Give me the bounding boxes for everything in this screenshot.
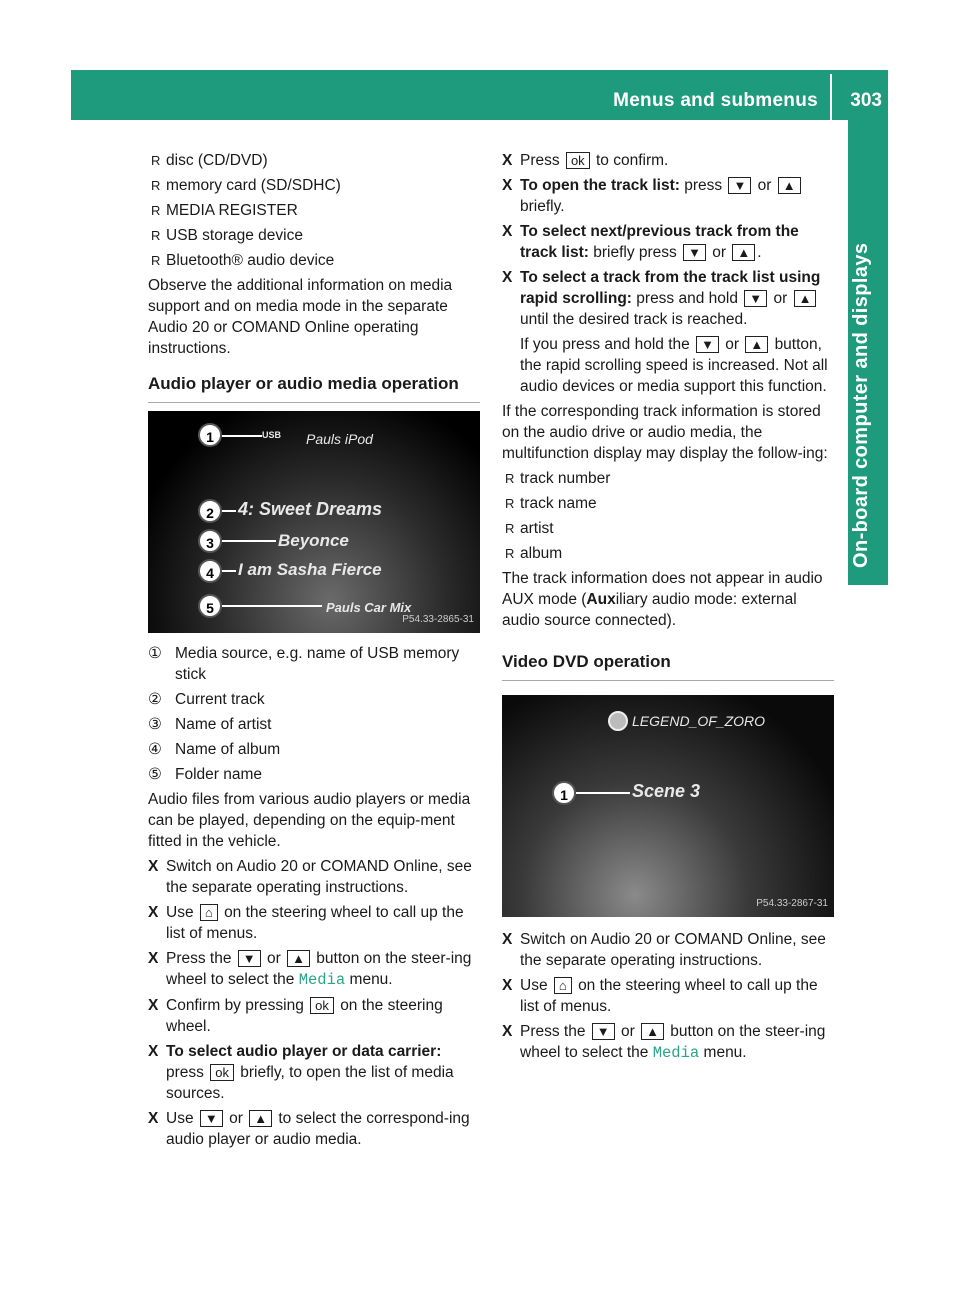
- artist-label: Beyonce: [278, 531, 349, 550]
- up-key-icon: ▲: [641, 1023, 664, 1040]
- instruction-step: X To select audio player or data carrier: press ok briefly, to open the list of media sources.: [148, 1043, 454, 1102]
- callout-1: 1: [552, 781, 576, 805]
- section-heading: Audio player or audio media operation: [148, 373, 480, 403]
- instruction-step: X Press the ▼ or ▲ button on the steer-ing wheel to select the Media menu.: [502, 1023, 826, 1062]
- callout-3: 3: [198, 529, 222, 553]
- instruction-step: X To select next/previous track from the track list: briefly press ▼ or ▲ .: [502, 223, 799, 261]
- folder-label: Pauls Car Mix: [326, 600, 412, 615]
- legend-item: ④ Name of album: [148, 741, 281, 758]
- list-item: R artist: [505, 520, 554, 537]
- paragraph: The track information does not appear in audio AUX mode (Auxiliary audio mode: external audio source connected).: [502, 570, 823, 629]
- audio-display-image: [148, 411, 480, 633]
- home-key-icon: ⌂: [200, 904, 218, 921]
- callout-2: 2: [198, 499, 222, 523]
- album-label: I am Sasha Fierce: [238, 560, 382, 579]
- instruction-step: X Use ⌂ on the steering wheel to call up the list of menus.: [502, 977, 818, 1015]
- legend-item: ③ Name of artist: [148, 716, 272, 733]
- list-item: R album: [505, 545, 563, 562]
- up-key-icon: ▲: [287, 950, 310, 967]
- disc-icon: [608, 711, 628, 731]
- media-menu-label: Media: [652, 1044, 700, 1062]
- dvd-title-label: LEGEND_OF_ZORO: [632, 713, 766, 729]
- legend-item: ② Current track: [148, 691, 265, 708]
- list-item: R track number: [505, 470, 611, 487]
- callout-5: 5: [198, 594, 222, 618]
- up-key-icon: ▲: [249, 1110, 272, 1127]
- page-number: 303: [850, 90, 882, 111]
- track-label: 4: Sweet Dreams: [238, 499, 383, 519]
- image-code: P54.33-2865-31: [402, 614, 474, 625]
- ok-key-icon: ok: [566, 152, 590, 169]
- up-key-icon: ▲: [745, 336, 768, 353]
- image-code: P54.33-2867-31: [756, 898, 828, 909]
- legend-item: ① Media source, e.g. name of USB memory stick: [148, 645, 460, 683]
- instruction-step: X Press the ▼ or ▲ button on the steer-ing wheel to select the Media menu.: [148, 950, 472, 989]
- callout-line: [222, 435, 262, 437]
- scene-label: Scene 3: [632, 781, 701, 801]
- ok-key-icon: ok: [210, 1064, 234, 1081]
- callout-4: 4: [198, 559, 222, 583]
- paragraph: Audio files from various audio players or media can be played, depending on the equip-ment fitted in the vehicle.: [148, 791, 471, 850]
- media-source-label: Pauls iPod: [306, 431, 373, 447]
- section-title: On-board computer and displays: [850, 242, 872, 568]
- down-key-icon: ▼: [744, 290, 767, 307]
- list-item: R USB storage device: [151, 227, 303, 244]
- instruction-step: X Switch on Audio 20 or COMAND Online, see the separate operating instructions.: [502, 931, 826, 969]
- header-divider: [830, 74, 832, 120]
- ok-key-icon: ok: [310, 997, 334, 1014]
- home-key-icon: ⌂: [554, 977, 572, 994]
- paragraph: If the corresponding track information is stored on the audio drive or audio media, the multifunction display may display the follow-ing:: [502, 403, 828, 462]
- instruction-step: X Use ▼ or ▲ to select the correspond-ing audio player or audio media.: [148, 1110, 470, 1148]
- left-column: [148, 150, 480, 1154]
- right-column: [502, 150, 834, 1068]
- instruction-step: X Confirm by pressing ok on the steering wheel.: [148, 997, 443, 1035]
- down-key-icon: ▼: [683, 244, 706, 261]
- media-menu-label: Media: [298, 971, 346, 989]
- instruction-step: X Press ok to confirm.: [502, 152, 669, 169]
- list-item: R MEDIA REGISTER: [151, 202, 298, 219]
- up-key-icon: ▲: [778, 177, 801, 194]
- list-item: R track name: [505, 495, 597, 512]
- header-title: Menus and submenus: [613, 90, 818, 111]
- instruction-step: X Switch on Audio 20 or COMAND Online, see the separate operating instructions.: [148, 858, 472, 896]
- list-item: R disc (CD/DVD): [151, 152, 268, 169]
- section-tab: [848, 120, 888, 585]
- instruction-step: X To open the track list: press ▼ or ▲ briefly.: [502, 175, 834, 217]
- callout-1: 1: [198, 423, 222, 447]
- up-key-icon: ▲: [794, 290, 817, 307]
- paragraph: Observe the additional information on media support and on media mode in the separate Audio 20 or COMAND Online operating instructions.: [148, 277, 453, 357]
- down-key-icon: ▼: [200, 1110, 223, 1127]
- page-header: [71, 70, 888, 120]
- usb-label: USB: [262, 430, 282, 440]
- video-display-image: [502, 695, 834, 917]
- down-key-icon: ▼: [592, 1023, 615, 1040]
- list-item: R Bluetooth® audio device: [151, 252, 335, 269]
- down-key-icon: ▼: [696, 336, 719, 353]
- instruction-step: X To select a track from the track list using rapid scrolling: press and hold ▼ or ▲ until the desired track is reached. If you press and hold the ▼ or ▲ button, the rapid scrolling speed is increased. Not all audio devices or media support this function.: [502, 269, 828, 395]
- legend-item: ⑤ Folder name: [148, 766, 263, 783]
- section-heading: Video DVD operation: [502, 651, 834, 681]
- instruction-step: X Use ⌂ on the steering wheel to call up the list of menus.: [148, 904, 464, 942]
- list-item: R memory card (SD/SDHC): [151, 177, 341, 194]
- down-key-icon: ▼: [728, 177, 751, 194]
- down-key-icon: ▼: [238, 950, 261, 967]
- up-key-icon: ▲: [732, 244, 755, 261]
